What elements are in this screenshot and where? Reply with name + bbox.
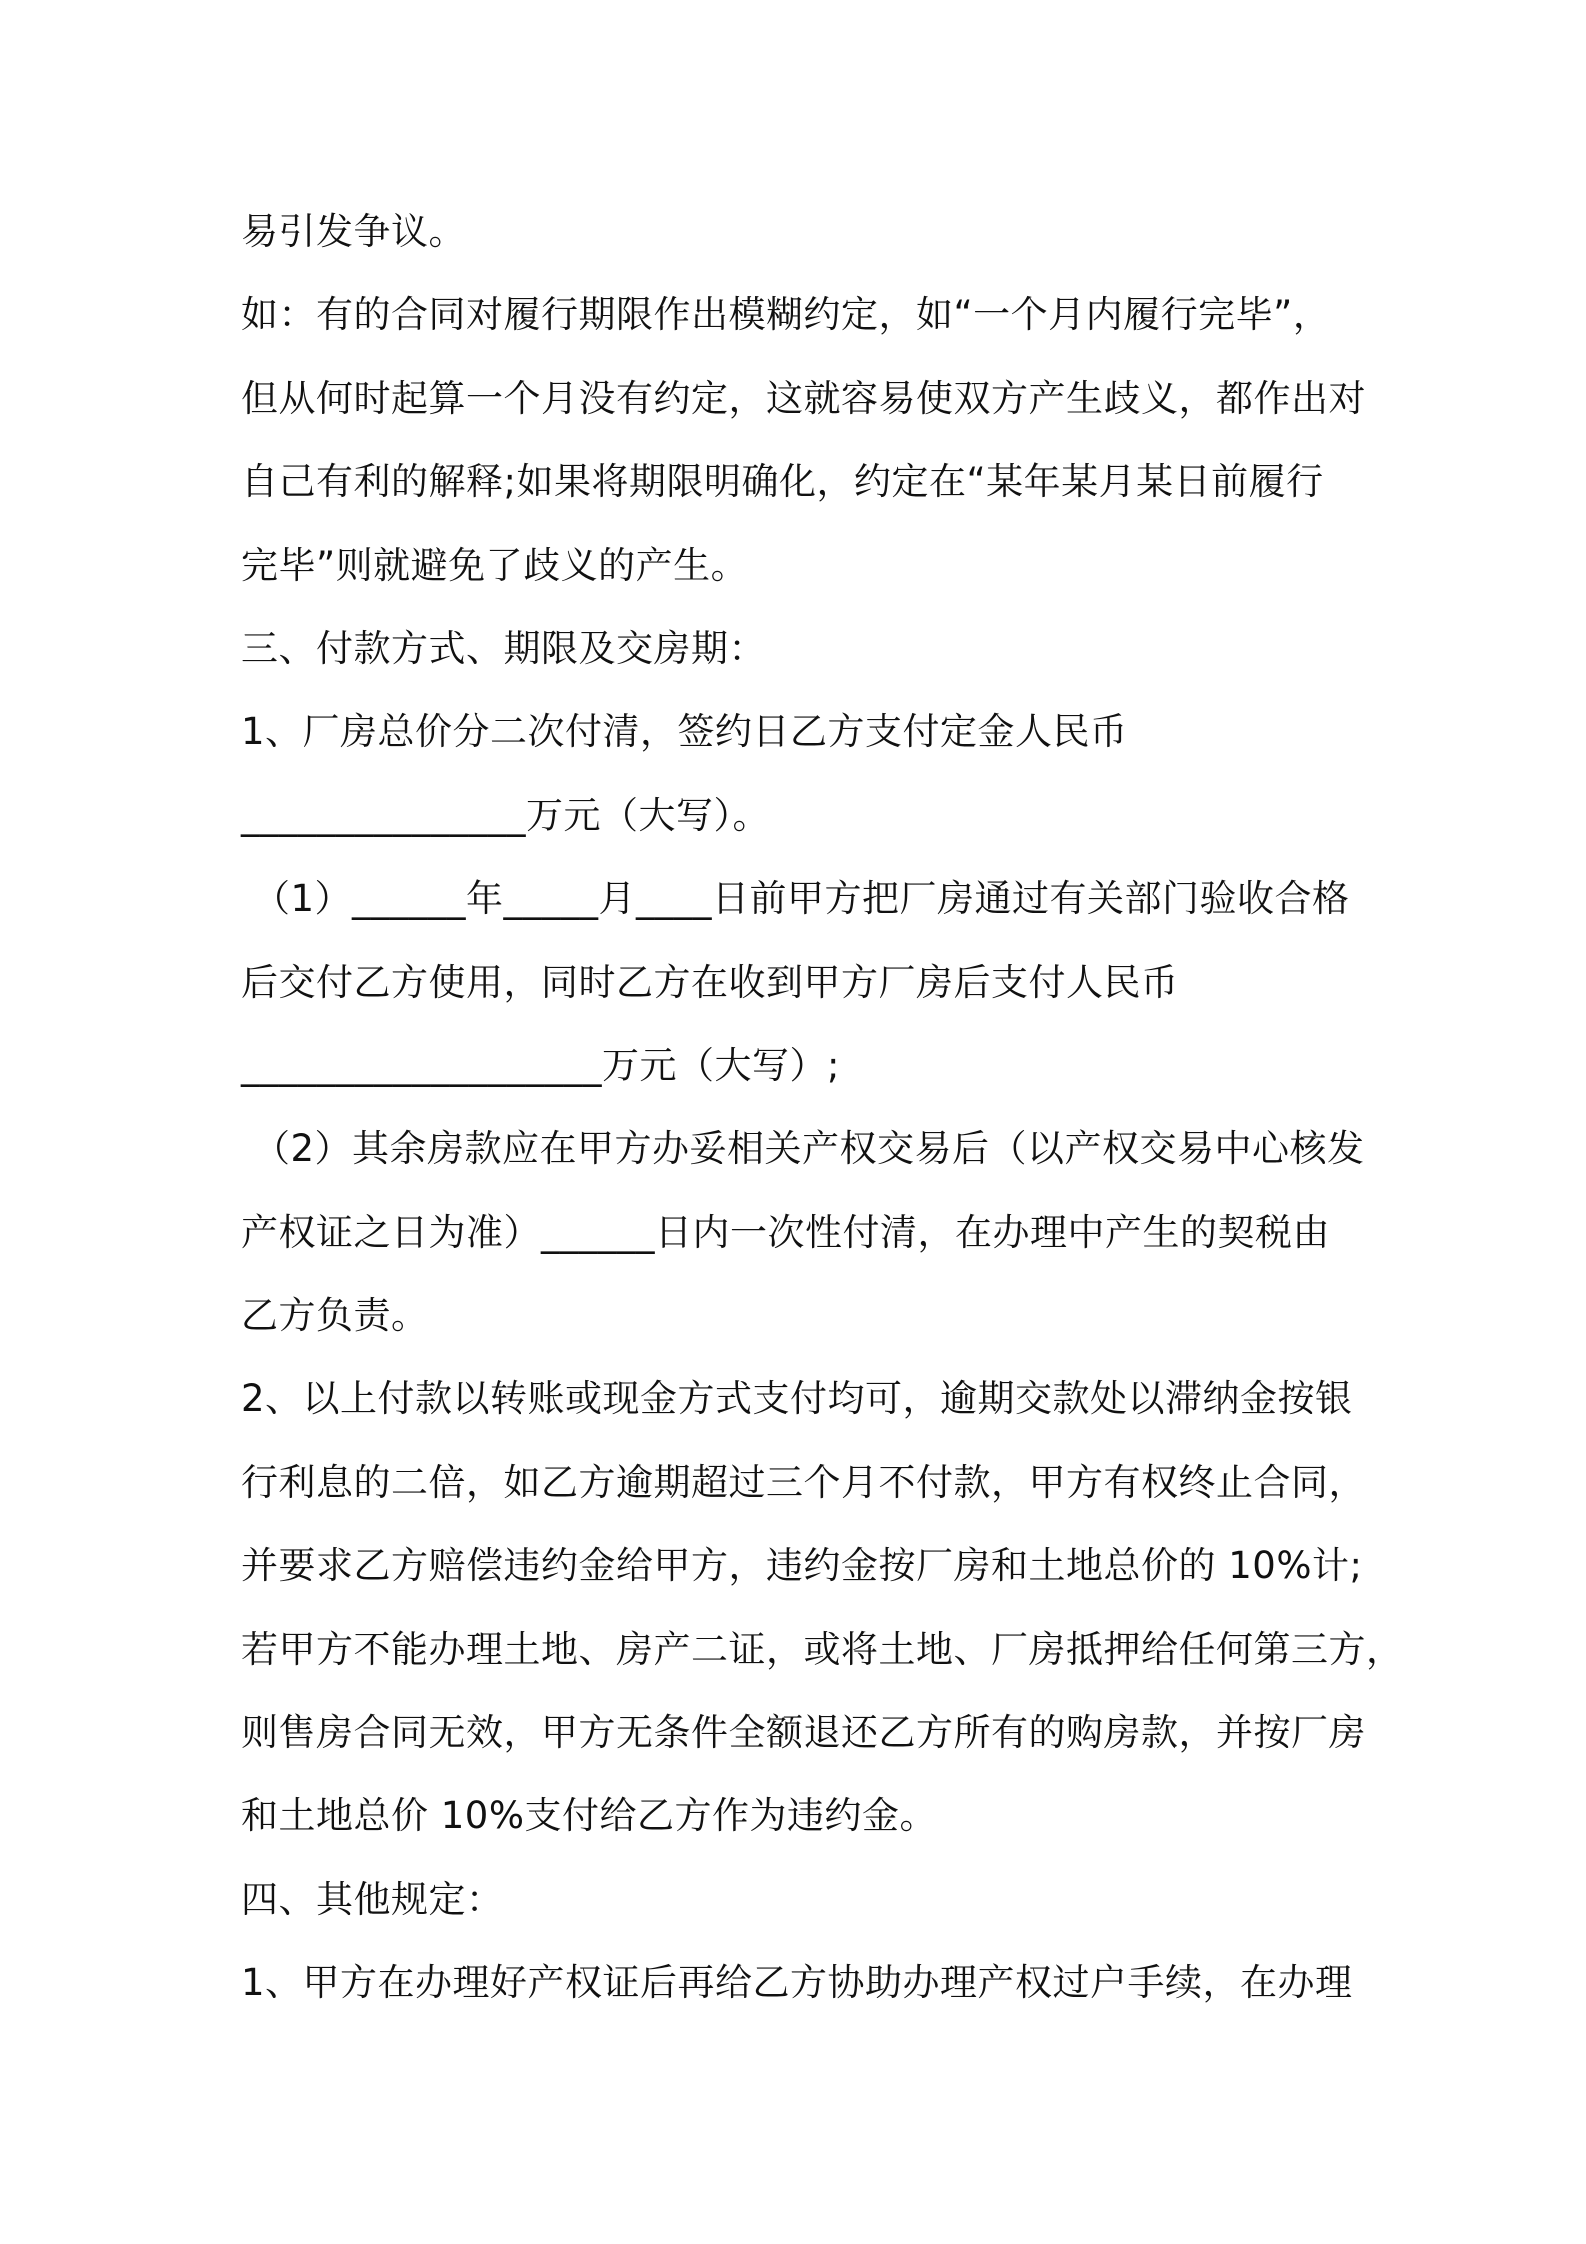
text-line: 但从何时起算一个月没有约定，这就容易使双方产生歧义，都作出对 — [241, 376, 1366, 420]
text-line: 并要求乙方赔偿违约金给甲方，违约金按厂房和土地总价的 10%计; — [241, 1544, 1363, 1588]
section-heading: 四、其他规定： — [241, 1877, 504, 1921]
text-line: 自己有利的解释;如果将期限明确化，约定在“某年某月某日前履行 — [241, 460, 1324, 504]
text-line: 则售房合同无效，甲方无条件全额退还乙方所有的购房款，并按厂房 — [241, 1711, 1366, 1755]
document-body — [241, 190, 1404, 2025]
text-line: 1、甲方在办理好产权证后再给乙方协助办理产权过户手续，在办理 — [241, 1961, 1353, 2005]
text-line: 1、厂房总价分二次付清，签约日乙方支付定金人民币 — [241, 710, 1128, 754]
text-line: 和土地总价 10%支付给乙方作为违约金。 — [241, 1794, 937, 1838]
text-line: 若甲方不能办理土地、房产二证，或将土地、厂房抵押给任何第三方， — [241, 1627, 1404, 1671]
text-line: 乙方负责。 — [241, 1294, 429, 1338]
text-line: （1）______年_____月____日前甲方把厂房通过有关部门验收合格 — [253, 877, 1350, 921]
text-line: _______________万元（大写）。 — [241, 793, 770, 837]
text-line: 2、以上付款以转账或现金方式支付均可，逾期交款处以滞纳金按银 — [241, 1377, 1353, 1421]
text-line: 易引发争议。 — [241, 210, 466, 253]
text-line: （2）其余房款应在甲方办妥相关产权交易后（以产权交易中心核发 — [253, 1127, 1365, 1171]
text-line: 完毕”则就避免了歧义的产生。 — [241, 543, 749, 587]
text-line: 如：有的合同对履行期限作出模糊约定，如“一个月内履行完毕”， — [241, 293, 1331, 337]
text-line: 后交付乙方使用，同时乙方在收到甲方厂房后支付人民币 — [241, 960, 1179, 1004]
text-line: 产权证之日为准）______日内一次性付清，在办理中产生的契税由 — [241, 1210, 1330, 1254]
text-line: ___________________万元（大写）; — [241, 1043, 840, 1087]
section-heading: 三、付款方式、期限及交房期： — [241, 626, 766, 670]
text-line: 行利息的二倍，如乙方逾期超过三个月不付款，甲方有权终止合同， — [241, 1460, 1366, 1504]
